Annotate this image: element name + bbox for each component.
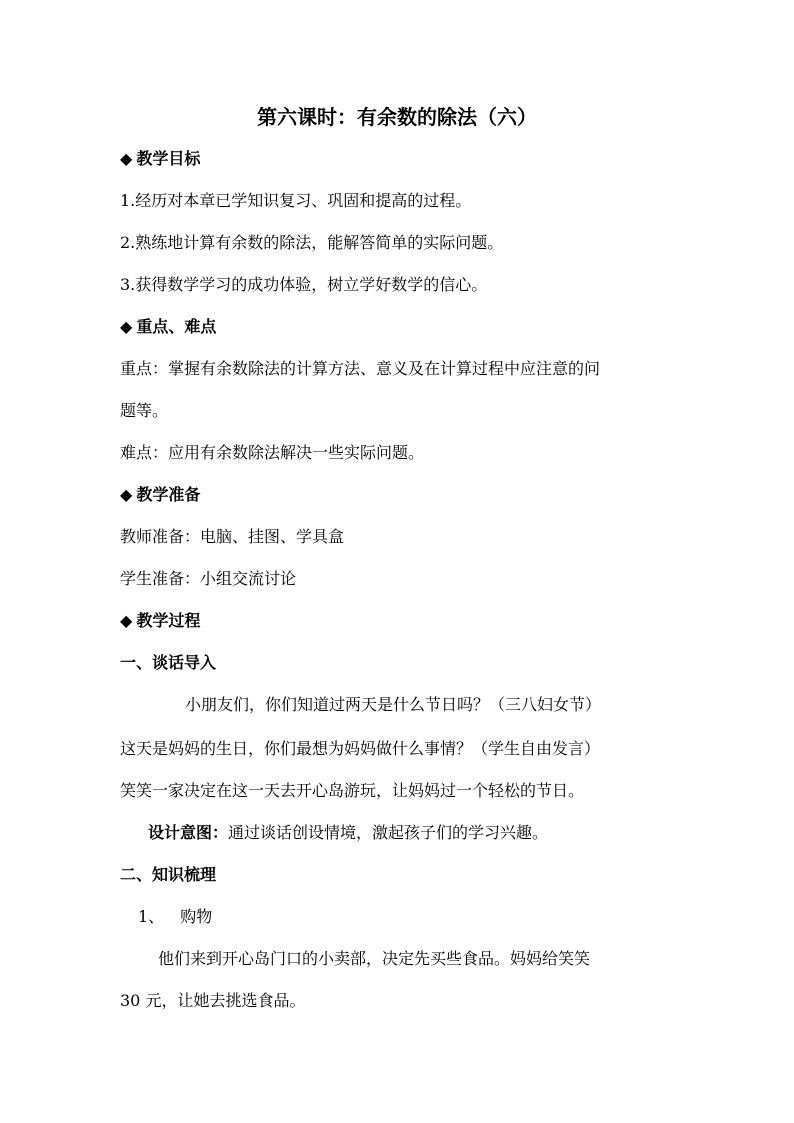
part2-item-1 bbox=[138, 907, 212, 927]
goal-item-2: 2.熟练地计算有余数的除法，能解答简单的实际问题。 bbox=[120, 233, 504, 252]
focus-line-1: 重点：掌握有余数除法的计算方法、意义及在计算过程中应注意的问 bbox=[120, 359, 601, 378]
section-heading-preparation bbox=[120, 485, 200, 505]
student-preparation: 学生准备：小组交流讨论 bbox=[120, 569, 297, 588]
section-heading-text: 重点、难点 bbox=[136, 317, 217, 336]
diamond-bullet-icon: ◆ bbox=[120, 611, 133, 630]
difficulty-line: 难点：应用有余数除法解决一些实际问题。 bbox=[120, 443, 425, 462]
item-label: 购物 bbox=[180, 907, 213, 926]
goal-item-1: 1.经历对本章已学知识复习、巩固和提高的过程。 bbox=[120, 191, 472, 210]
goal-item-3: 3.获得数学学习的成功体验，树立学好数学的信心。 bbox=[120, 275, 488, 294]
part1-line-3: 笑笑一家决定在这一天去开心岛游玩，让妈妈过一个轻松的节日。 bbox=[120, 781, 585, 800]
page-title: 第六课时：有余数的除法（六） bbox=[257, 105, 537, 129]
diamond-bullet-icon: ◆ bbox=[120, 485, 133, 504]
part1-line-2: 这天是妈妈的生日，你们最想为妈妈做什么事情？（学生自由发言） bbox=[120, 739, 601, 758]
section-heading-text: 教学准备 bbox=[136, 485, 201, 504]
part2-heading: 二、知识梳理 bbox=[120, 865, 217, 884]
item-number: 1、 bbox=[138, 907, 165, 926]
part1-line-1: 小朋友们，你们知道过两天是什么节日吗？（三八妇女节） bbox=[185, 695, 602, 714]
design-intent bbox=[148, 823, 548, 843]
section-heading-text: 教学目标 bbox=[136, 149, 201, 168]
focus-line-2: 题等。 bbox=[120, 401, 169, 420]
section-heading-text: 教学过程 bbox=[136, 611, 201, 630]
design-intent-label: 设计意图： bbox=[148, 823, 229, 842]
design-intent-text: 通过谈话创设情境，激起孩子们的学习兴趣。 bbox=[228, 823, 549, 842]
section-heading-goals bbox=[120, 149, 200, 169]
diamond-bullet-icon: ◆ bbox=[120, 317, 133, 336]
section-heading-key-points bbox=[120, 317, 216, 337]
part2-paragraph-line-2: 30 元，让她去挑选食品。 bbox=[120, 991, 306, 1010]
part1-heading: 一、谈话导入 bbox=[120, 653, 217, 672]
section-heading-process bbox=[120, 611, 200, 631]
diamond-bullet-icon: ◆ bbox=[120, 149, 133, 168]
part2-paragraph-line-1: 他们来到开心岛门口的小卖部，决定先买些食品。妈妈给笑笑 bbox=[158, 949, 591, 968]
teacher-preparation: 教师准备：电脑、挂图、学具盒 bbox=[120, 527, 345, 546]
